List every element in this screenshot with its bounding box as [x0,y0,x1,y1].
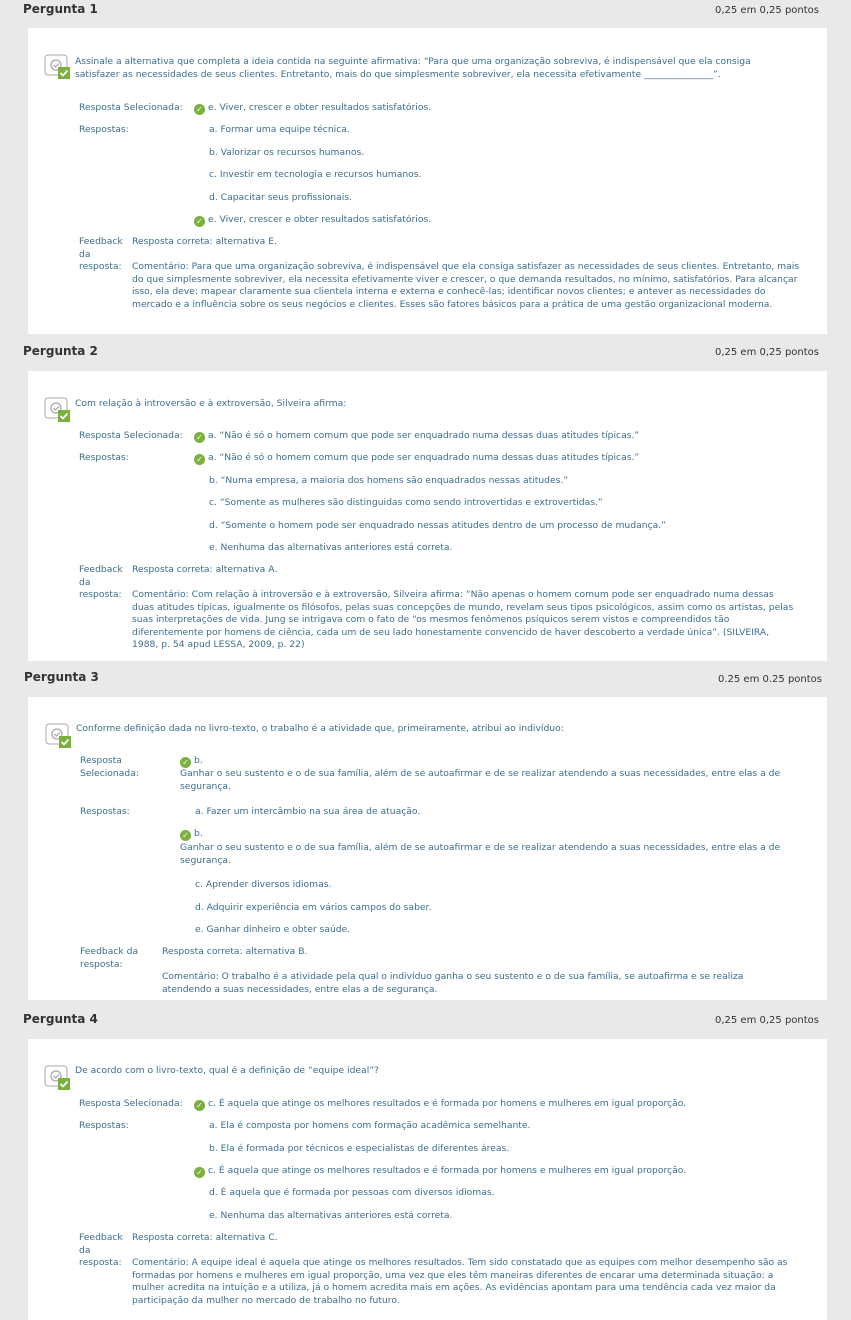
selected-answer-letter: ✓ b. [180,755,203,768]
check-circle-icon: ✓ [194,432,205,443]
selected-answer: ✓ a. “Não é só o homem comum que pode ser enquadrado numa dessas duas atitudes típicas.” [194,430,639,443]
question-title: Pergunta 3 [24,670,99,684]
answer-option: b. “Numa empresa, a maioria dos homens são enquadrados nessas atitudes.” [209,475,569,486]
feedback-comment: Comentário: Para que uma organização sobreviva, é indispensável que ela consiga satisfazer as necessidades de seus clientes. Entretanto, mais do que simplesmente sobreviver, ela necessita efetivamente viver e crescer, o que demanda resultados, no mínimo, satisfatórios. Para alcançar isso, ela deve: mapear claramente sua clientela interna e externa e conhecê-las; identificar novos clientes; e antever as necessidades do mercado e a influência sobre os seus negócios e clientes. Esses são fatores básicos para a prática de uma gestão organizacional moderna. [132,261,800,310]
question-points: 0.25 em 0.25 pontos [717,674,822,685]
question-4-header [0,1005,851,1033]
check-circle-icon: ✓ [194,1100,205,1111]
check-circle-icon: ✓ [194,454,205,465]
feedback-correct: Resposta correta: alternativa B. [162,946,308,957]
answer-option: d. Adquirir experiência em vários campos do saber. [195,902,432,913]
question-2-header [0,339,851,367]
answers-label: Respostas: [79,124,129,135]
answer-option: e. Ganhar dinheiro e obter saúde. [195,924,351,935]
question-points: 0,25 em 0,25 pontos [714,347,819,358]
feedback-label: Feedback da resposta: [79,236,123,272]
feedback-comment: Comentário: A equipe ideal é aquela que atinge os melhores resultados. Tem sido constatado que as equipes com melhor desempenho são as formadas por homens e mulheres em igual proporção, uma vez que eles têm maneiras diferentes de encarar uma determinada situação: a mulher acredita na intuição e a utiliza, já o homem acredita mais em ações. As evidências apontam para uma tendência cada vez maior da participação da mulher no mercado de trabalho no futuro. [132,1257,788,1306]
check-circle-icon: ✓ [194,104,205,115]
check-circle-icon: ✓ [180,830,191,841]
answer-option-correct: Ganhar o seu sustento e o de sua família, além de se autoafirmar e de se realizar atendendo a suas necessidades, entre elas a de segurança. [180,842,781,866]
question-title: Pergunta 2 [23,344,98,358]
answers-label: Respostas: [80,806,130,817]
feedback-label: Feedback da resposta: [80,946,139,970]
feedback-comment: Comentário: Com relação à introversão e à extroversão, Silveira afirma: “Não apenas o homem comum pode ser enquadrado numa dessas duas atitudes típicas, igualmente os filósofos, pelas suas concepções de mundo, revelam seus tipos psicológicos, assim como os artistas, pelas suas interpretações de vida. Jung se intrigava com o fato de “os mesmos fenômenos psíquicos serem vistos e compreendidos tão diferentemente por homens de ciência, cada um de seu lado honestamente convencido de haver descoberto a verdade única”. (SILVEIRA, 1988, p. 54 apud LESSA, 2009, p. 22) [132,589,794,650]
question-2-card [28,371,827,661]
selected-label: Resposta Selecionada: [80,755,139,779]
question-4-card [28,1039,827,1320]
question-3-card [28,697,827,1000]
checked-clipboard-icon [44,1065,74,1091]
selected-label: Resposta Selecionada: [79,430,183,441]
feedback-correct: Resposta correta: alternativa C. [132,1232,278,1243]
selected-label: Resposta Selecionada: [79,102,183,113]
selected-answer: ✓ c. É aquela que atinge os melhores resultados e é formada por homens e mulheres em igual proporção. [194,1098,686,1111]
answer-option-correct: ✓ c. É aquela que atinge os melhores resultados e é formada por homens e mulheres em igual proporção. [194,1165,686,1178]
answer-option: d. “Somente o homem pode ser enquadrado nessas atitudes dentro de um processo de mudança.” [209,520,666,531]
answer-option: a. Ela é composta por homens com formação acadêmica semelhante. [209,1120,531,1131]
answer-option: e. Nenhuma das alternativas anteriores está correta. [209,1210,453,1221]
answer-option-correct-letter: ✓ b. [180,828,203,841]
question-text: Assinale a alternativa que completa a ideia contida na seguinte afirmativa: “Para que uma organização sobreviva, é indispensável que ela consiga satisfazer as necessidades de seus clientes. Entretanto, mais do que simplesmente sobreviver, ela necessita efetivamente _______________”. [75,56,751,80]
check-circle-icon: ✓ [194,216,205,227]
feedback-label: Feedback da resposta: [79,1232,123,1268]
answer-option: e. Nenhuma das alternativas anteriores está correta. [209,542,453,553]
question-1-card [28,28,827,334]
question-text: Com relação à introversão e à extroversão, Silveira afirma: [75,398,347,409]
answer-option: d. É aquela que é formada por pessoas com diversos idiomas. [209,1187,495,1198]
check-circle-icon: ✓ [194,1167,205,1178]
selected-label: Resposta Selecionada: [79,1098,183,1109]
question-points: 0,25 em 0,25 pontos [714,1015,819,1026]
question-title: Pergunta 1 [23,2,98,16]
feedback-correct: Resposta correta: alternativa A. [132,564,278,575]
question-text: De acordo com o livro-texto, qual é a definição de “equipe ideal”? [75,1065,379,1076]
selected-answer: Ganhar o seu sustento e o de sua família, além de se autoafirmar e de se realizar atendendo a suas necessidades, entre elas a de segurança. [180,768,781,792]
checked-clipboard-icon [44,397,74,423]
answer-option: c. “Somente as mulheres são distinguidas como sendo introvertidas e extrovertidas.” [209,497,603,508]
question-3-header [0,666,851,694]
answers-label: Respostas: [79,1120,129,1131]
question-1-header [0,0,851,28]
feedback-label: Feedback da resposta: [79,564,123,600]
answer-option: c. Aprender diversos idiomas. [195,879,332,890]
answer-option: b. Valorizar os recursos humanos. [209,147,365,158]
check-circle-icon: ✓ [180,757,191,768]
answer-option: b. Ela é formada por técnicos e especialistas de diferentes áreas. [209,1143,510,1154]
question-points: 0,25 em 0,25 pontos [714,5,819,16]
feedback-correct: Resposta correta: alternativa E. [132,236,277,247]
answer-option-correct: ✓ e. Viver, crescer e obter resultados satisfatórios. [194,214,431,227]
answer-option: c. Investir em tecnologia e recursos humanos. [209,169,422,180]
question-title: Pergunta 4 [23,1012,98,1026]
answer-option: d. Capacitar seus profissionais. [209,192,352,203]
answers-label: Respostas: [79,452,129,463]
answer-option-correct: ✓ a. “Não é só o homem comum que pode ser enquadrado numa dessas duas atitudes típicas.” [194,452,639,465]
answer-option: a. Formar uma equipe técnica. [209,124,350,135]
feedback-comment: Comentário: O trabalho é a atividade pela qual o indivíduo ganha o seu sustento e o de sua família, se autoafirma e se realiza atendendo a suas necessidades, entre elas a de segurança. [162,971,744,995]
question-text: Conforme definição dada no livro-texto, o trabalho é a atividade que, primeiramente, atribui ao indivíduo: [76,723,564,734]
answer-option: a. Fazer um intercâmbio na sua área de atuação. [195,806,421,817]
checked-clipboard-icon [44,54,74,80]
checked-clipboard-icon [45,723,75,749]
selected-answer: ✓ e. Viver, crescer e obter resultados satisfatórios. [194,102,431,115]
